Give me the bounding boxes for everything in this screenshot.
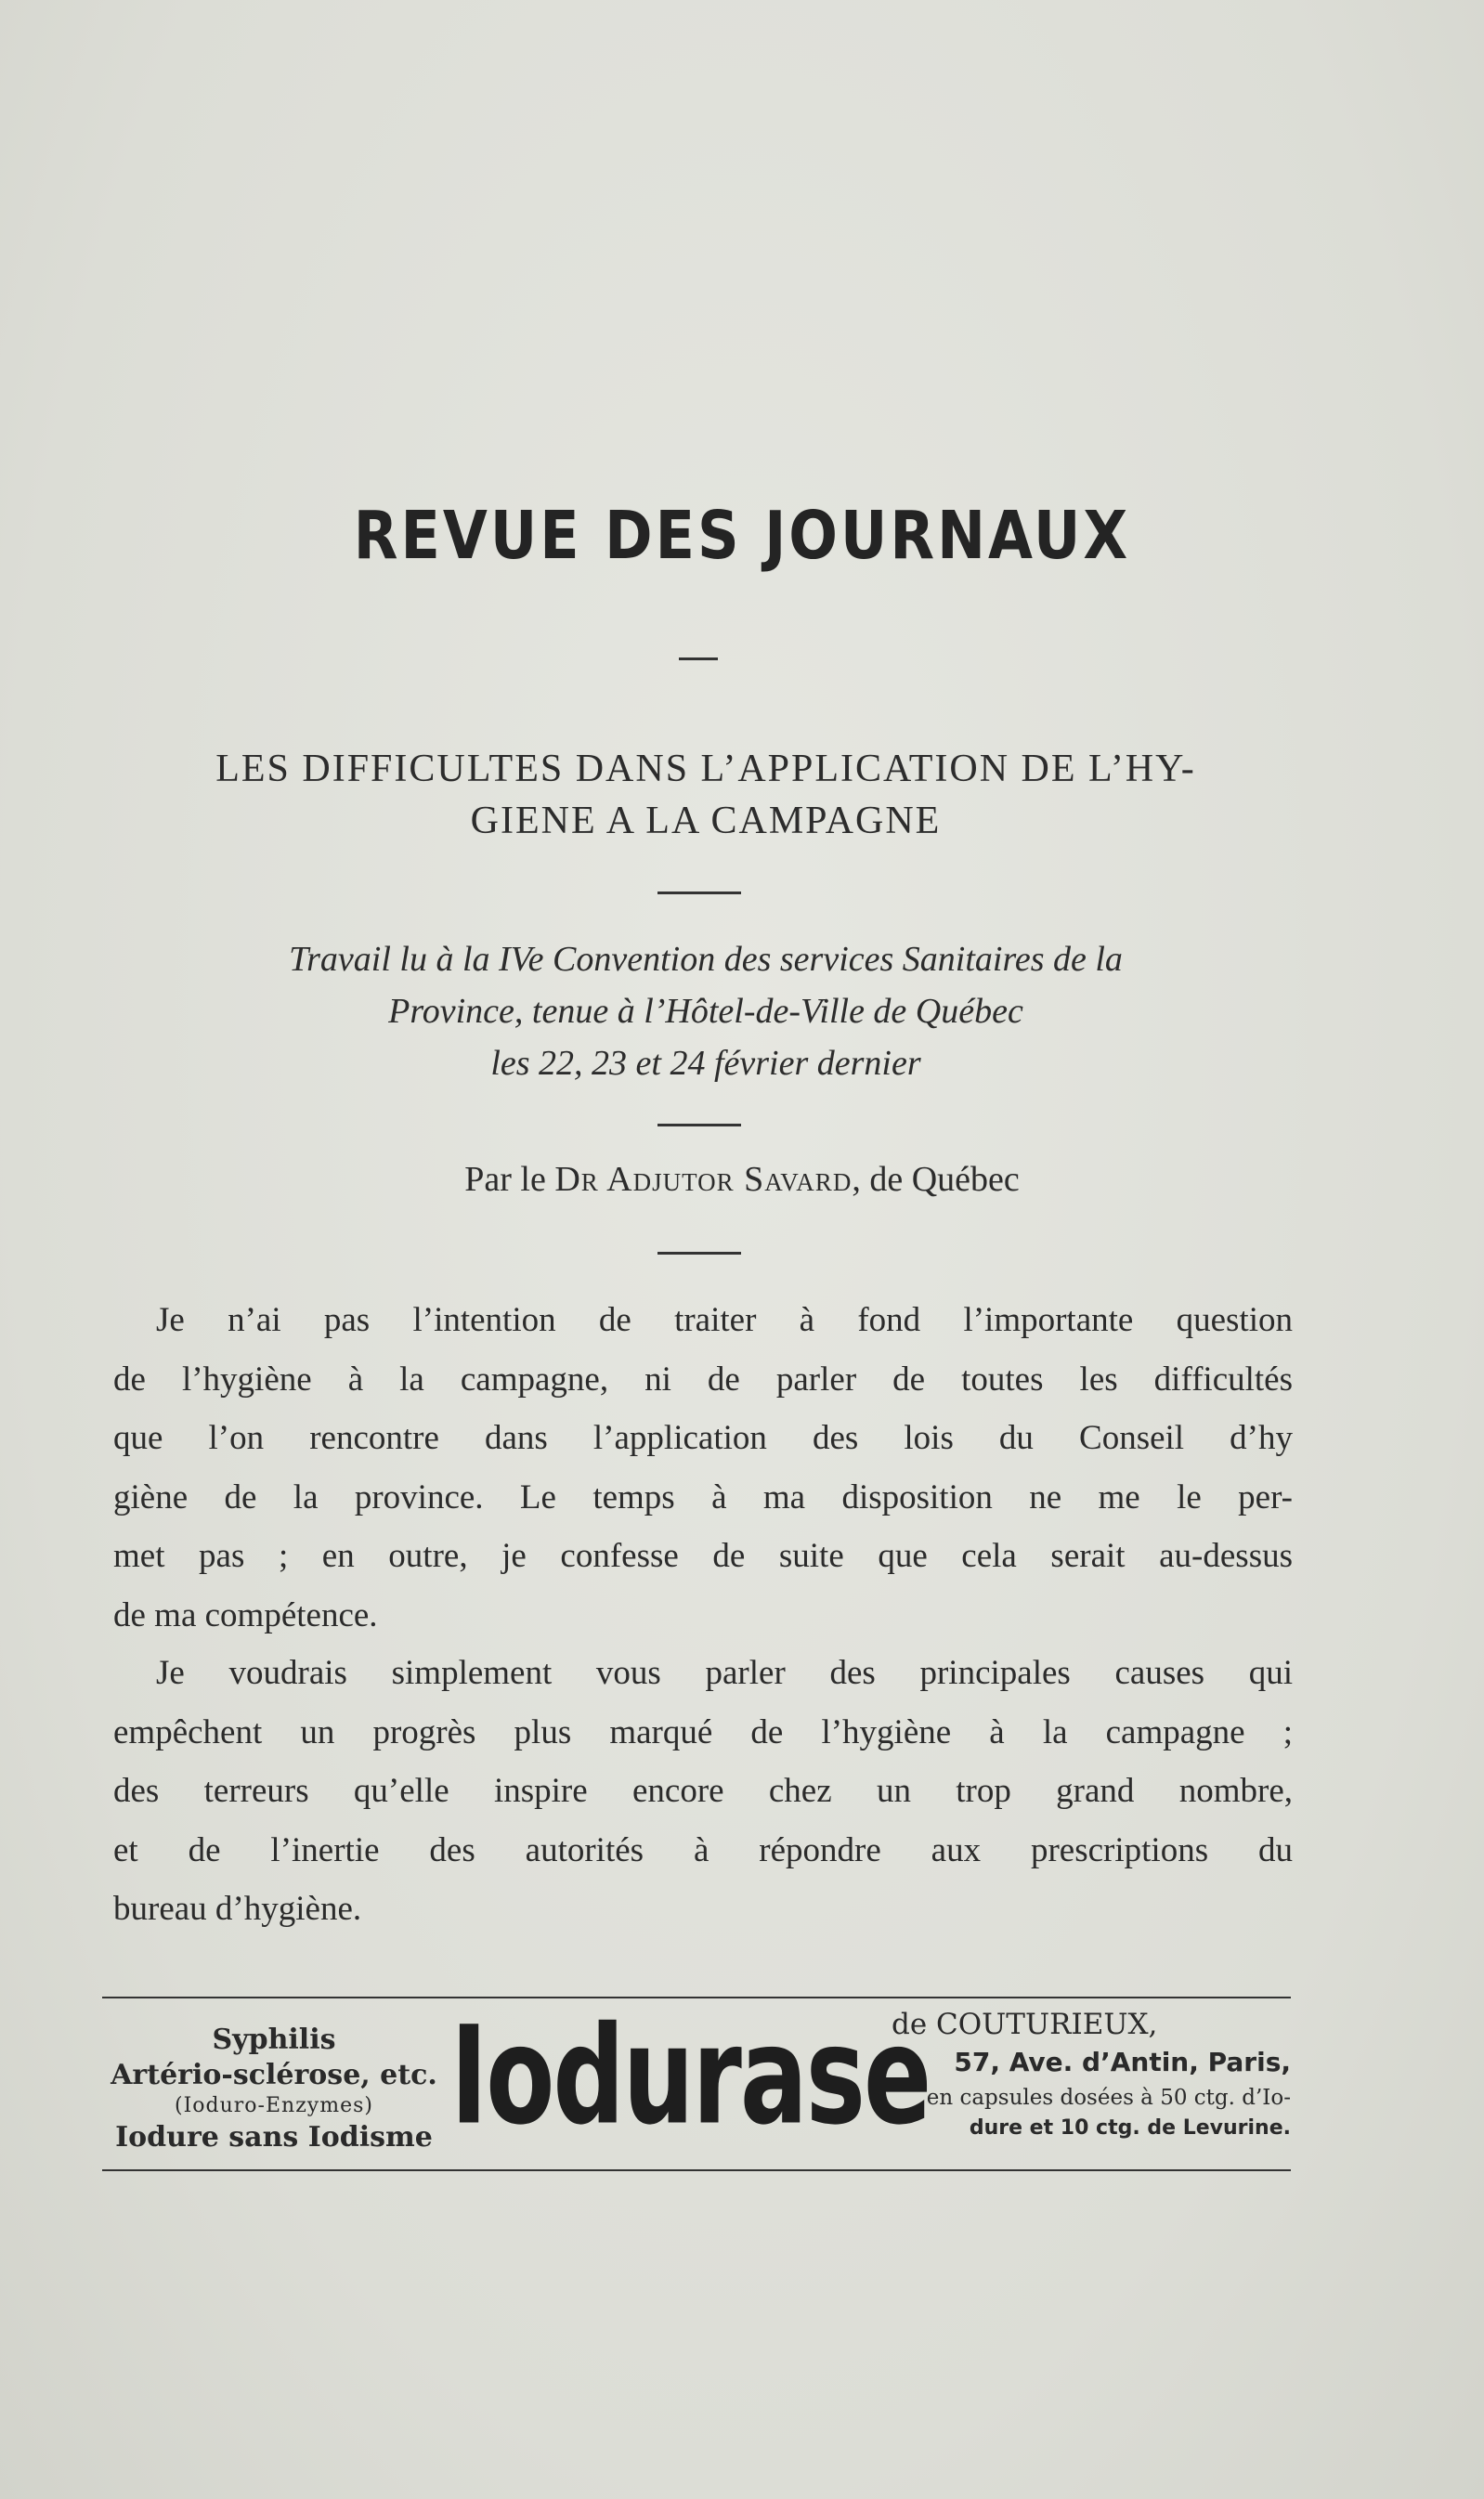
article-title-line: GIENE A LA CAMPAGNE	[470, 800, 942, 842]
subtitle-line: les 22, 23 et 24 février dernier	[490, 1044, 921, 1083]
ad-dose-2b: Levurine.	[1182, 2116, 1291, 2140]
ad-line: Artério-sclérose, etc.	[111, 2059, 437, 2091]
ad-dose-2	[873, 2114, 1291, 2143]
text-line: de l’hygiène à la campagne, ni de parler de toutes les difficultés	[113, 1360, 1293, 1399]
ad-maker: de COUTURIEUX,	[892, 2008, 1158, 2041]
article-subtitle	[102, 933, 1309, 1089]
text-line: Je voudrais simplement vous parler des principales causes qui	[156, 1654, 1293, 1692]
divider	[657, 1252, 741, 1255]
section-title: REVUE DES JOURNAUX	[353, 496, 1131, 575]
divider	[657, 892, 741, 894]
text-line: que l’on rencontre dans l’application des lois du Conseil d’hy	[113, 1419, 1293, 1457]
author-prefix: Par le	[464, 1160, 555, 1199]
text-line: bureau d’hygiène.	[113, 1890, 362, 1928]
text-line: et de l’inertie des autorités à répondre aux prescriptions du	[113, 1830, 1293, 1869]
author-name: Dr Adjutor Savard	[554, 1160, 853, 1199]
text-line: met pas ; en outre, je confesse de suite que cela serait au-dessus	[113, 1537, 1293, 1575]
article-title-line: LES DIFFICULTES DANS L’APPLICATION DE L’HY-	[215, 748, 1196, 790]
text-line: giène de la province. Le temps à ma disposition ne me le per-	[113, 1477, 1293, 1516]
paragraph-2	[113, 1644, 1293, 1939]
divider	[657, 1124, 741, 1126]
text-line: empêchent un progrès plus marqué de l’hygiène à la campagne ;	[113, 1712, 1293, 1751]
ad-dose: en capsules dosées à 50 ctg. d’Io-	[926, 2086, 1291, 2110]
text-line: de ma compétence.	[113, 1595, 378, 1634]
ad-line: Iodure sans Iodisme	[115, 2121, 433, 2154]
text-line: Je n’ai pas l’intention de traiter à fond l’importante question	[156, 1301, 1293, 1339]
ad-line: (Ioduro-Enzymes)	[175, 2094, 373, 2117]
ad-maker-info	[873, 2006, 1291, 2143]
author-suffix: , de Québec	[852, 1160, 1020, 1199]
paragraph-1	[113, 1291, 1293, 1645]
subtitle-line: Province, tenue à l’Hôtel-de-Ville de Québec	[388, 992, 1023, 1031]
text-line: des terreurs qu’elle inspire encore chez un trop grand nombre,	[113, 1772, 1293, 1810]
ad-indications	[102, 2023, 446, 2156]
title-dash	[679, 657, 718, 660]
subtitle-line: Travail lu à la IVe Convention des services Sanitaires de la	[289, 940, 1123, 979]
ad-brand-name: Iodurase	[450, 1998, 931, 2155]
ad-dose-2a: dure et 10 ctg. de	[969, 2116, 1183, 2140]
ad-bottom-rule	[102, 2169, 1291, 2171]
ad-address: 57, Ave. d’Antin, Paris,	[954, 2047, 1291, 2077]
ad-line: Syphilis	[212, 2024, 336, 2056]
article-title	[102, 743, 1309, 847]
advertisement	[102, 1997, 1291, 2173]
author-line	[0, 1159, 1484, 1200]
